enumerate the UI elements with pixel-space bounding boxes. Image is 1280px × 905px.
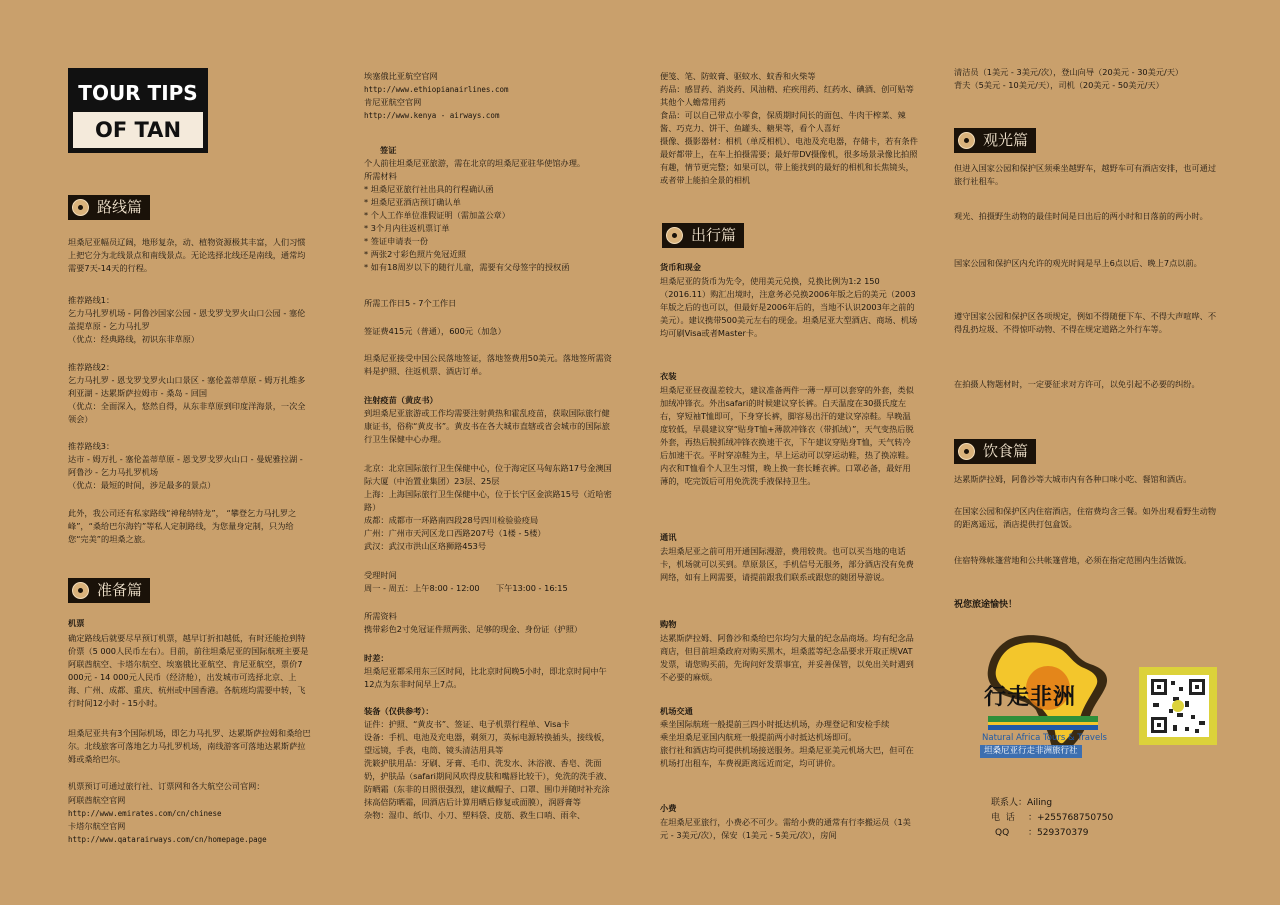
comm-text: 去坦桑尼亚之前可用开通国际漫游，费用较贵。也可以买当地的电话卡，机场就可以买到。草原景区，手机信号无服务，部分酒店没有免费网络，如有上网需要，请提前跟我们联系或跟您的随团导游说。 <box>660 546 914 582</box>
shopping-text: 达累斯萨拉姆、阿鲁沙和桑给巴尔均匀大量的纪念品商场。均有纪念品商店，但目前坦桑政府对购买黑木，坦桑蓝等纪念品要求开取正规VAT发票，请您购买前，先询问好发票事宜，并妥善保管，以免出关时遇到不必要的麻烦。 <box>660 633 914 682</box>
health-centers: 北京：北京国际旅行卫生保健中心，位于海定区马甸东路17号金澳国际大厦（中治置业集团）23层、25层 上海：上海国际旅行卫生保健中心，位于长宁区金滨路15号（近哈密路） 成都：成都市一环路南四段28号四川检验验疫局 广州：广州市天河区龙口西路207号（1楼 - 5楼） 武汉：武汉市洪山区珞狮路453号 <box>364 463 612 551</box>
misc-items: 便笺、笔、防蚊膏、驱蚊水、蚊香和火柴等 药品：感冒药、消炎药、风油精、疟疾用药、红药水、碘酒、创可贴等其他个人蟾常用药 食品：可以自己带点小零食，保质期时间长的面包、牛肉干榨菜、辣酱、巧克力、饼干、鱼罐头、糖果等，看个人喜好 摄像、摄影器材：相机（单反相机）、电池及充电器，存储卡，若有条件最好都带上，在车上拍摄需要；最好带DV摄像机，很多场景录像比拍照有趣，情节更完整；如果可以，带上能找到的最好的相机和长焦镜头，或者带上能拍全景的相机 <box>660 71 918 185</box>
visa-on-arrival: 坦桑尼亚接受中国公民落地签证，落地签费用50美元。落地签所需资料是护照、往返机票、酒店订单。 <box>364 353 612 376</box>
logo-line2: OF TAN <box>73 112 203 148</box>
route-intro: 坦桑尼亚幅员辽阔，地形复杂，动、植物资源极其丰富，人们习惯上把它分为北线景点和南线景点。无论选择北线还是南线，通常均需要7天-14天的行程。 <box>68 237 306 273</box>
qr-code-icon <box>1139 667 1217 745</box>
airline-ethiopian: 埃塞俄比亚航空官网 <box>364 71 438 81</box>
shopping-heading: 购物 <box>660 619 677 629</box>
airline-emirates: 阿联酋航空官网 <box>68 795 126 805</box>
vaccine-text: 到坦桑尼亚旅游或工作均需要注射黄热和霍乱疫苗，获取国际旅行健康证书，俗称“黄皮书”。黄皮书在各大城市直辖或省会城市的国际旅行卫生保健中心办理。 <box>364 408 610 444</box>
gear-heading: 装备（仅供参考）： <box>364 706 434 716</box>
food-tip-1: 达累斯萨拉姆，阿鲁沙等大城市内有各种口味小吃、餐馆和酒店。 <box>954 474 1192 484</box>
timezone-text: 坦桑尼亚都采用东三区时间，比北京时间晚5小时，即北京时间中午12点为东非时间早上7点。 <box>364 666 607 689</box>
route-3: 推荐路线3： 达市 - 姆万扎 - 塞伦盖蒂草原 - 恩戈罗戈罗火山口 - 曼妮雅拉湖 - 阿鲁沙 - 乞力马扎罗机场 （优点：最短的时间，涉足最多的景点） <box>68 441 303 490</box>
section-sightseeing: 观光篇 <box>954 128 1036 153</box>
clothing-text: 坦桑尼亚昼夜温差较大，建议准备两件一薄一厚可以套穿的外套，类似加绒冲锋衣。外出safari的时候建议穿长裤。白天温度在30摄氏度左右，穿短袖T恤即可，下身穿长裤，脚容易出汗的建议穿凉鞋。早晚温度较低，早晨建议穿“贴身T恤+薄款冲锋衣（带抓绒）”，天气变热后脱外套，再热后脱抓绒冲锋衣换速干衣，下午建议穿贴身T恤，天气转冷后加速干衣。平时穿凉鞋为主，早上运动可以穿运动鞋，热了换凉鞋。内衣和T恤看个人卫生习惯，晚上换一套长睡衣裤。口罩必备，最好用薄的，吃完饭后可用免洗洗手液保持卫生。 <box>660 385 914 486</box>
timezone-heading: 时差： <box>364 653 389 663</box>
money-heading: 货币和现金 <box>660 262 701 272</box>
brand-cn: 行走非洲 <box>984 684 1077 710</box>
money-text: 坦桑尼亚的货币为先令，使用美元兑换，兑换比例为1:2 150（2016.11）购汇出境时，注意务必兑换2006年版之后的美元（2003年版之后的也可以，但最好是2006年后的，当地不认识2003年之前的美元）。建议携带500美元左右的现金。坦桑尼亚大型酒店、商场、机场均可刷Visa或者Master卡。 <box>660 276 918 338</box>
route-2: 推荐路线2： 乞力马扎罗 - 恩戈罗戈罗火山口景区 - 塞伦盖蒂草原 - 姆万扎维多利亚湖 - 达累斯萨拉姆市 - 桑岛 - 回国 （优点：全面深入，悠然自得，从东非草原到印度洋海景，一次全领会） <box>68 362 306 424</box>
custom-routes: 此外，我公司还有私家路线“神秘纳特龙”， “攀登乞力马扎罗之峰”，“桑给巴尔海钓”等私人定制路线，为您量身定制，只为给您“完美”的坦桑之旅。 <box>68 508 297 544</box>
sight-tip-1: 但进入国家公园和保护区须乘坐越野车，越野车可有酒店安排，也可通过旅行社租车。 <box>954 163 1217 186</box>
qq-number: ：529370379 <box>1028 828 1089 838</box>
transport-text: 乘坐国际航班一般提前三四小时抵达机场，办理登记和安检手续 乘坐坦桑尼亚国内航班一般提前两小时抵达机场即可。 旅行社和酒店均可提供机场接送服务。坦桑尼亚美元机场大巴，但可在机场打出租车，车费视距离远近而定，均可讲价。 <box>660 719 914 768</box>
route-icon <box>72 199 89 216</box>
section-food: 饮食篇 <box>954 439 1036 464</box>
ticket-text: 确定路线后就要尽早预订机票，越早订折扣越低，有时还能抢到特价票（5 000人民币左右）。目前，前往坦桑尼亚的国际航班主要是阿联酋航空、卡塔尔航空、埃塞俄比亚航空、肯尼亚航空，票价7 000元 - 14 000元人民币（经济舱），出发城市可选择北京、上海、广州、成都、重庆、杭州或中国香港。各航班均需要中转，飞行时间12小时 - 15小时。 <box>68 633 309 708</box>
visa-days: 所需工作日5 - 7个工作日 <box>364 298 457 308</box>
booking-note: 机票预订可通过旅行社、订票网和各大航空公司官网： <box>68 781 265 791</box>
brand-en: Natural Africa Tours & Travels <box>982 733 1107 743</box>
visa-text: 个人前往坦桑尼亚旅游，需在北京的坦桑尼亚驻华使馆办理。 所需材料 * 坦桑尼亚旅行社出具的行程确认函 * 坦桑尼亚酒店预订确认单 * 个人工作单位准假证明（需加盖公章） * 3个月内往返机票订单 * 签证申请表一份 * 两张2寸彩色照片免冠近照 * 如有18周岁以下的随行儿童，需要有父母签字的授权函 <box>364 158 586 272</box>
phone-number: ：+255768750750 <box>1028 813 1114 823</box>
company-logo <box>978 630 1118 782</box>
food-tip-3: 住宿特殊帐篷营地和公共帐篷营地，必须在指定范围内生活做饭。 <box>954 555 1192 565</box>
tips-heading: 小费 <box>660 803 677 813</box>
brand-sub: 坦桑尼亚行走非洲旅行社 <box>980 745 1082 758</box>
sightseeing-icon <box>958 132 975 149</box>
visa-heading: 签证 <box>380 145 397 155</box>
sight-tip-3: 国家公园和保护区内允许的观光时间是早上6点以后、晚上7点以前。 <box>954 258 1202 268</box>
wish-text: 祝您旅途愉快！ <box>954 600 1018 610</box>
food-icon <box>958 443 975 460</box>
required-docs: 所需资料 携带彩色2寸免冠证件照两张、足够的现金、身份证（护照） <box>364 611 583 634</box>
contact-person: 联系人：Ailing <box>991 798 1053 808</box>
gear-text: 证件：护照、“黄皮书”、签证、电子机票行程单、Visa卡 设备：手机、电池及充电器，剃须刀，英标电源转换插头，接线板，望远镜，手表，电筒、镜头清洁用具等 洗簌护肤用品：牙刷、牙膏、毛巾、洗发水、沐浴液、香皂、洗面奶，护肤品（safari期间风吹得皮肤和嘴唇比较干），免洗的洗手液、防晒霜（东非的日照很强烈，建议戴帽子、口罩、围巾并随时补充涂抹高倍防晒霜，回酒店后计算用晒后修复或面膜），润唇膏等 杂物：湿巾、纸巾、小刀、塑料袋、皮筋、救生口哨、雨伞、 <box>364 719 612 820</box>
tips-text: 在坦桑尼亚旅行，小费必不可少。需给小费的通常有行李搬运员（1美元 - 3美元/次），保安（1美元 - 5美元/次），房间 <box>660 817 911 840</box>
sight-tip-2: 观光、拍摄野生动物的最佳时间是日出后的两小时和日落前的两小时。 <box>954 211 1208 221</box>
ticket-heading: 机票 <box>68 618 85 628</box>
tour-tips-logo <box>68 68 208 153</box>
sight-tip-4: 遵守国家公园和保护区各项规定，例如不得随便下车、不得大声喧哗、不得乱扔垃圾、不得惊吓动物、不得在规定道路之外行车等。 <box>954 311 1217 334</box>
intl-airports: 坦桑尼亚共有3个国际机场，即乞力马扎罗、达累斯萨拉姆和桑给巴尔。北线旅客可落地乞力马扎罗机场，南线游客可落地达累斯萨拉姆或桑给巴尔。 <box>68 728 311 764</box>
link-qatar[interactable]: http://www.qatarairways.com/cn/homepage.page <box>68 835 267 844</box>
section-prep: 准备篇 <box>68 578 150 603</box>
prep-icon <box>72 582 89 599</box>
vaccine-heading: 注射疫苗（黄皮书） <box>364 395 438 405</box>
qr-code <box>1139 667 1217 745</box>
section-travel: 出行篇 <box>662 223 744 248</box>
tips-continued: 清洁员（1美元 - 3美元/次），登山向导（20美元 - 30美元/天） 背夫（5美元 - 10美元/天），司机（20美元 - 50美元/天） <box>954 67 1184 90</box>
logo-line1: TOUR TIPS <box>78 81 198 105</box>
comm-heading: 通讯 <box>660 532 677 542</box>
section-route: 路线篇 <box>68 195 150 220</box>
visa-fee: 签证费415元（普通），600元（加急） <box>364 326 506 336</box>
link-kenya[interactable]: http://www.kenya - airways.com <box>364 111 500 120</box>
link-ethiopian[interactable]: http://www.ethiopianairlines.com <box>364 85 509 94</box>
phone-label: 电 话 <box>991 813 1015 823</box>
link-emirates[interactable]: http://www.emirates.com/cn/chinese <box>68 809 222 818</box>
airline-qatar: 卡塔尔航空官网 <box>68 821 126 831</box>
food-tip-2: 在国家公园和保护区内住宿酒店，住宿费均含三餐。如外出观看野生动物的距离遥远，酒店提供打包盒饭。 <box>954 506 1217 529</box>
office-hours: 受理时间 周一 - 周五：上午8:00 - 12:00 下午13:00 - 16:15 <box>364 570 568 593</box>
transport-heading: 机场交通 <box>660 706 693 716</box>
sight-tip-5: 在拍摄人物题材时，一定要征求对方许可，以免引起不必要的纠纷。 <box>954 379 1200 389</box>
qq-label: QQ <box>995 828 1010 838</box>
route-1: 推荐路线1： 乞力马扎罗机场 - 阿鲁沙国家公园 - 恩戈罗戈罗火山口公园 - 塞伦盖提草原 - 乞力马扎罗 （优点：经典路线，初识东非草原） <box>68 295 306 344</box>
clothing-heading: 衣装 <box>660 371 677 381</box>
airline-kenya: 肯尼亚航空官网 <box>364 97 422 107</box>
travel-icon <box>666 227 683 244</box>
